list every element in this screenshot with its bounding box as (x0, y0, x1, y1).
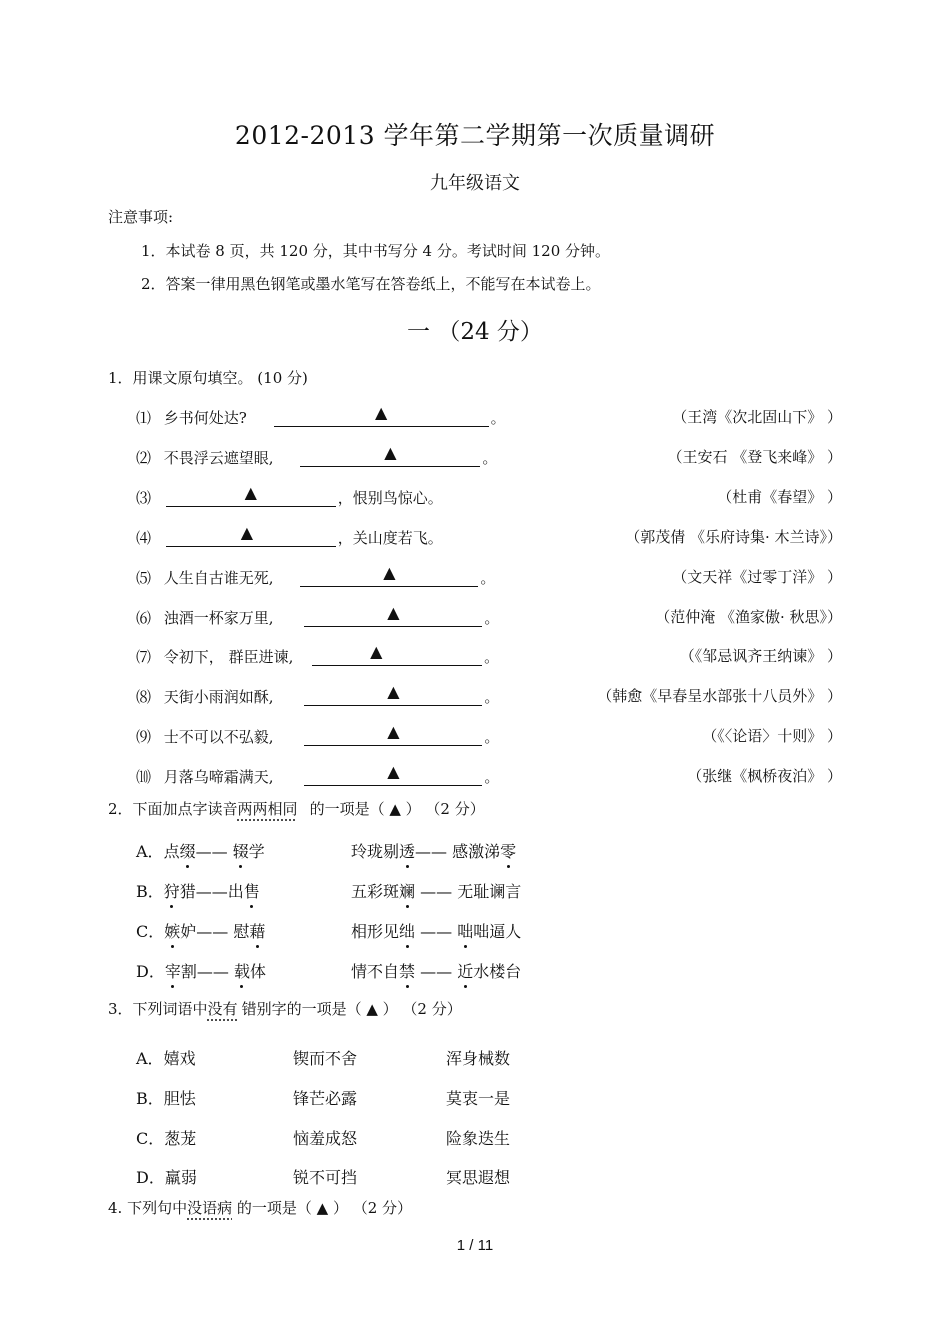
item-text: 。 (484, 609, 500, 627)
q1-item-3 (136, 483, 443, 508)
question-1-title: 1．用课文原句填空。 (10 分) (108, 369, 308, 387)
item-number: ⑺ (136, 648, 152, 666)
section-title: 一 （24 分） (407, 319, 543, 345)
q1-source: （文天祥《过零丁洋》 ） (672, 568, 842, 586)
option-label: C． (136, 922, 165, 941)
q2-option-a-second (351, 839, 516, 862)
item-number: ⑸ (136, 569, 152, 587)
option-text: 情不自 (351, 962, 400, 981)
q1-source: （《〈论语〉十则》 ） (702, 727, 842, 745)
answer-blank[interactable] (304, 762, 482, 786)
item-text: 乡书何处达? (163, 409, 247, 427)
exam-subtitle: 九年级语文 (430, 173, 520, 194)
answer-blank[interactable] (300, 443, 480, 467)
triangle-icon: ▲ (387, 682, 400, 701)
triangle-icon: ▲ (244, 483, 257, 502)
option-word: 锋芒必露 (293, 1089, 358, 1108)
triangle-icon: ▲ (383, 563, 396, 582)
page-number: 1 / 11 (456, 1237, 494, 1254)
q2-option-c-second (351, 919, 521, 942)
option-text: —— (195, 842, 233, 861)
option-word: 恼羞成怒 (293, 1129, 358, 1148)
option-text: 玲珑剔 (351, 842, 400, 861)
question-text: 3．下列词语中 (108, 1000, 208, 1018)
option-text: 水楼台 (473, 962, 522, 981)
q1-item-9 (136, 722, 500, 747)
note-item: 2．答案一律用黑色钢笔或墨水笔写在答卷纸上，不能写在本试卷上。 (141, 275, 601, 293)
dotted-char: 近 (457, 959, 473, 982)
option-word: 锲而不舍 (293, 1049, 358, 1068)
option-word: 锐不可挡 (293, 1168, 358, 1187)
item-text: 。 (482, 449, 498, 467)
option-label: A． (136, 842, 164, 861)
question-2-title (108, 798, 485, 819)
triangle-icon: ▲ (374, 403, 388, 422)
dotted-char: 宰 (165, 959, 181, 982)
option-text: 体 (249, 962, 266, 981)
answer-blank[interactable] (300, 563, 478, 587)
option-label: B． (136, 882, 164, 901)
option-text: —— (415, 962, 458, 981)
item-text: 令初下， 群臣进谏, (163, 648, 294, 666)
item-text: 天街小雨润如酥, (163, 688, 274, 706)
q1-item-1 (136, 403, 506, 428)
option-text: 五彩斑 (351, 882, 400, 901)
q2-option-c[interactable] (136, 919, 265, 942)
q2-option-a[interactable] (136, 839, 265, 862)
question-text: 4. 下列句中 (108, 1199, 188, 1217)
item-text: 士不可以不弘毅, (163, 728, 274, 746)
item-number: ⑵ (136, 449, 152, 467)
q1-item-4 (136, 523, 443, 548)
answer-blank[interactable] (312, 642, 482, 666)
triangle-icon: ▲ (387, 603, 400, 622)
question-3-title (108, 998, 462, 1019)
q1-item-7 (136, 642, 500, 667)
question-text: 的一项是（ ▲ ） （2 分） (232, 1199, 413, 1217)
question-text: 错别字的一项是（ ▲ ） （2 分） (241, 1000, 462, 1018)
dotted-char: 售 (244, 879, 260, 902)
option-word: 羸弱 (164, 1168, 197, 1187)
option-word: 浑身械数 (446, 1049, 511, 1068)
answer-blank[interactable] (304, 682, 482, 706)
item-text: 。 (490, 409, 506, 427)
triangle-icon: ▲ (387, 762, 400, 781)
option-label: B． (136, 1089, 164, 1108)
option-text: 相形见 (351, 922, 400, 941)
option-text: 学 (248, 842, 265, 861)
option-text: 点 (163, 842, 180, 861)
question-text: 2．下面加点字读音 (108, 800, 238, 818)
dotted-char: 缀 (180, 839, 196, 862)
item-number: ⑴ (136, 409, 152, 427)
q3-option-d[interactable] (136, 1165, 197, 1188)
dotted-emphasis (238, 800, 298, 818)
option-text: 言 (505, 882, 522, 901)
option-word: 胆怯 (163, 1089, 196, 1108)
q1-item-6 (136, 603, 500, 628)
q2-option-d-second (351, 959, 521, 982)
item-number: ⑻ (136, 688, 152, 706)
triangle-icon: ▲ (387, 722, 400, 741)
q1-source: （韩愈《早春呈水部张十八员外》 ） (597, 687, 842, 705)
option-text: —— 无耻谰 (415, 882, 506, 901)
triangle-icon: ▲ (370, 642, 383, 661)
option-text: 慰 (233, 922, 250, 941)
exam-title: 2012-2013 学年第二学期第一次质量调研 (234, 121, 716, 150)
dotted-char: 斓 (399, 879, 415, 902)
dotted-char: 零 (500, 839, 516, 862)
item-number: ⑼ (136, 728, 152, 746)
q2-option-d[interactable] (136, 959, 266, 982)
q3-option-a[interactable] (136, 1046, 196, 1069)
option-label: C． (136, 1129, 165, 1148)
option-word: 冥思遐想 (446, 1168, 511, 1187)
item-number: ⑽ (136, 768, 152, 786)
answer-blank[interactable] (166, 483, 336, 507)
q1-source: （张继《枫桥夜泊》 ） (687, 767, 842, 785)
dotted-char: 狩 (164, 879, 180, 902)
dotted-char: 绌 (399, 919, 415, 942)
option-word: 葱茏 (164, 1129, 197, 1148)
dotted-char: 载 (234, 959, 250, 982)
q1-item-2 (136, 443, 498, 468)
option-label: A． (136, 1049, 164, 1068)
q3-option-b[interactable] (136, 1086, 196, 1109)
option-text: —— (415, 922, 458, 941)
dotted-char: 辍 (233, 839, 249, 862)
q1-item-5 (136, 563, 496, 588)
item-text: 。 (484, 688, 500, 706)
dotted-char: 咄 (457, 919, 473, 942)
answer-blank[interactable] (304, 603, 482, 627)
emphasis-text: 没有 (207, 1000, 238, 1018)
option-word: 险象迭生 (446, 1129, 511, 1148)
answer-blank[interactable] (166, 523, 336, 547)
option-text: 猎——出 (179, 882, 244, 901)
item-number: ⑷ (136, 529, 152, 547)
dotted-char: 透 (399, 839, 415, 862)
q1-item-10 (136, 762, 500, 787)
emphasis-text: 两两相同 (237, 800, 298, 818)
answer-blank[interactable] (304, 722, 482, 746)
item-text: 浊酒一杯家万里, (163, 609, 274, 627)
q1-source: （王湾《次北固山下》 ） (672, 408, 842, 426)
option-text: 妒—— (180, 922, 234, 941)
dotted-char: 嫉 (164, 919, 180, 942)
emphasis-text: 没语病 (187, 1199, 233, 1217)
item-text: 月落乌啼霜满天, (163, 768, 274, 786)
q1-source: （王安石 《登飞来峰》 ） (667, 448, 842, 466)
q1-source: （范仲淹 《渔家傲· 秋思》） (655, 608, 842, 626)
option-word: 莫衷一是 (446, 1089, 511, 1108)
q1-source: （《邹忌讽齐王纳谏》 ） (679, 647, 842, 665)
option-word: 嬉戏 (163, 1049, 196, 1068)
question-4-title (108, 1197, 412, 1218)
option-text: —— 感激涕 (415, 842, 501, 861)
dotted-char: 禁 (399, 959, 415, 982)
item-text: 。 (484, 648, 500, 666)
q1-source: （杜甫《春望》 ） (717, 488, 842, 506)
triangle-icon: ▲ (384, 443, 397, 462)
q3-option-c[interactable] (136, 1126, 196, 1149)
triangle-icon: ▲ (240, 523, 254, 542)
dotted-char: 藉 (249, 919, 265, 942)
q2-option-b-second (351, 879, 521, 902)
item-text: 。 (484, 768, 500, 786)
answer-blank[interactable] (274, 403, 489, 427)
option-label: D． (136, 1168, 165, 1187)
item-number: ⑹ (136, 609, 152, 627)
item-text: 。 (484, 728, 500, 746)
option-text: 咄逼人 (473, 922, 522, 941)
q1-item-8 (136, 682, 500, 707)
option-text: 割—— (180, 962, 234, 981)
item-text: 人生自古谁无死, (163, 569, 274, 587)
item-text: ，关山度若飞。 (337, 529, 443, 547)
item-text: 不畏浮云遮望眼, (163, 449, 274, 467)
question-text: 的一项是（ ▲ ） （2 分） (309, 800, 485, 818)
notes-heading: 注意事项: (108, 208, 174, 226)
note-item: 1．本试卷 8 页，共 120 分，其中书写分 4 分。考试时间 120 分钟。 (141, 242, 611, 260)
q1-source: （郭茂倩 《乐府诗集· 木兰诗》） (625, 528, 842, 546)
option-label: D． (136, 962, 165, 981)
q2-option-b[interactable] (136, 879, 260, 902)
item-text: 。 (480, 569, 496, 587)
item-number: ⑶ (136, 489, 152, 507)
item-text: ，恨别鸟惊心。 (337, 489, 443, 507)
